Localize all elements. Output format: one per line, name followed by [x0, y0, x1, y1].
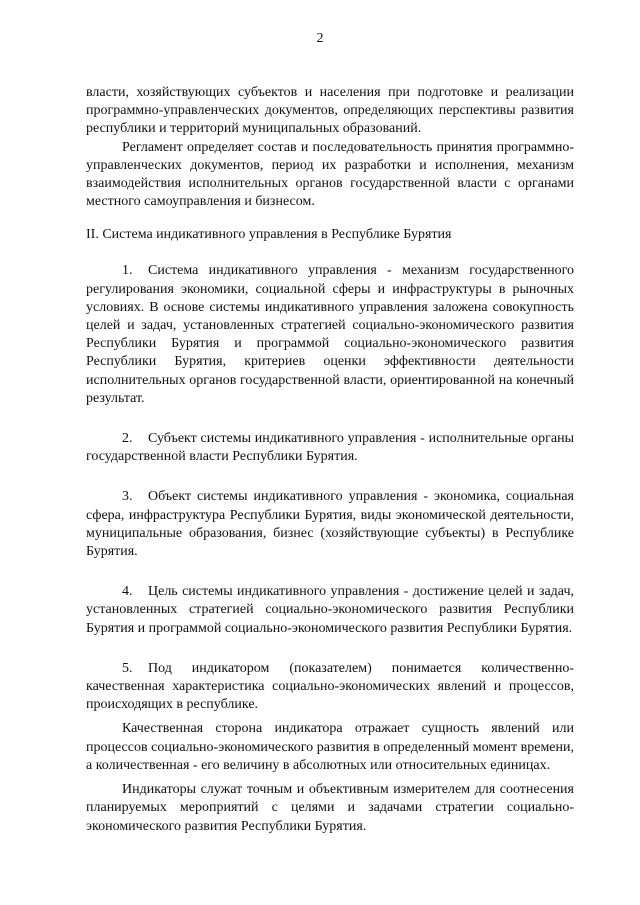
item-3-number: 3.: [122, 489, 133, 505]
item-1-text: Система индикативного управления - механизм государственного регулирования экономики, социальной сферы и инфраструктуры в рыночных условиях. В основе системы индикативного управления заложена совокупность целей и задач, установленных стратегией социально-экономического развития Республики Бурятия и программой социально-экономического развития Республики Бурятия, критериев оценки эффективности деятельности исполнительных органов государственной власти, ориентированной на конечный результат.: [86, 263, 574, 406]
section-title: II. Система индикативного управления в Республике Бурятия: [86, 227, 452, 243]
item-5: [86, 660, 574, 715]
item-5-text: Под индикатором (показателем) понимается количественно-качественная характеристика социально-экономических явлений и процессов, происходящих в республике.: [86, 660, 574, 713]
item-2-text: Субъект системы индикативного управления - исполнительные органы государственной власти Республики Бурятия.: [86, 431, 574, 465]
item-4-text: Цель системы индикативного управления - достижение целей и задач, установленных стратегией социально-экономического развития Республики Бурятия и программой социально-экономического развития Республики Бурятия.: [86, 584, 574, 636]
intro-paragraph-1: власти, хозяйствующих субъектов и населения при подготовке и реализации программно-управленческих документов, определяющих перспективы развития республики и территорий муниципальных образований.: [86, 85, 574, 137]
item-2-number: 2.: [122, 431, 133, 447]
document-body: [86, 84, 574, 836]
item-4: [86, 583, 574, 638]
page-number: 2: [316, 31, 324, 46]
item-5-number: 5.: [122, 660, 133, 676]
item-4-number: 4.: [122, 584, 133, 600]
item-3: [86, 488, 574, 561]
item-1: [86, 262, 574, 408]
item-2: [86, 430, 574, 466]
tail-paragraph-2: Индикаторы служат точным и объективным измерителем для соотнесения планируемых мероприятий с целями и задачами стратегии социально-экономического развития Республики Бурятия.: [86, 782, 574, 834]
item-1-number: 1.: [122, 263, 133, 279]
item-3-text: Объект системы индикативного управления - экономика, социальная сфера, инфраструктура Республики Бурятия, виды экономической деятельности, муниципальные образования, бизнес (хозяйствующие субъекты) в Республике Бурятия.: [86, 489, 574, 560]
tail-paragraph-1: Качественная сторона индикатора отражает сущность явлений или процессов социально-экономического развития в определенный момент времени, а количественная - его величину в абсолютных или относительных единицах.: [86, 721, 574, 773]
intro-paragraph-2: Регламент определяет состав и последовательность принятия программно-управленческих документов, период их разработки и исполнения, механизм взаимодействия исполнительных органов государственной власти с органами местного самоуправления и бизнесом.: [86, 139, 574, 210]
